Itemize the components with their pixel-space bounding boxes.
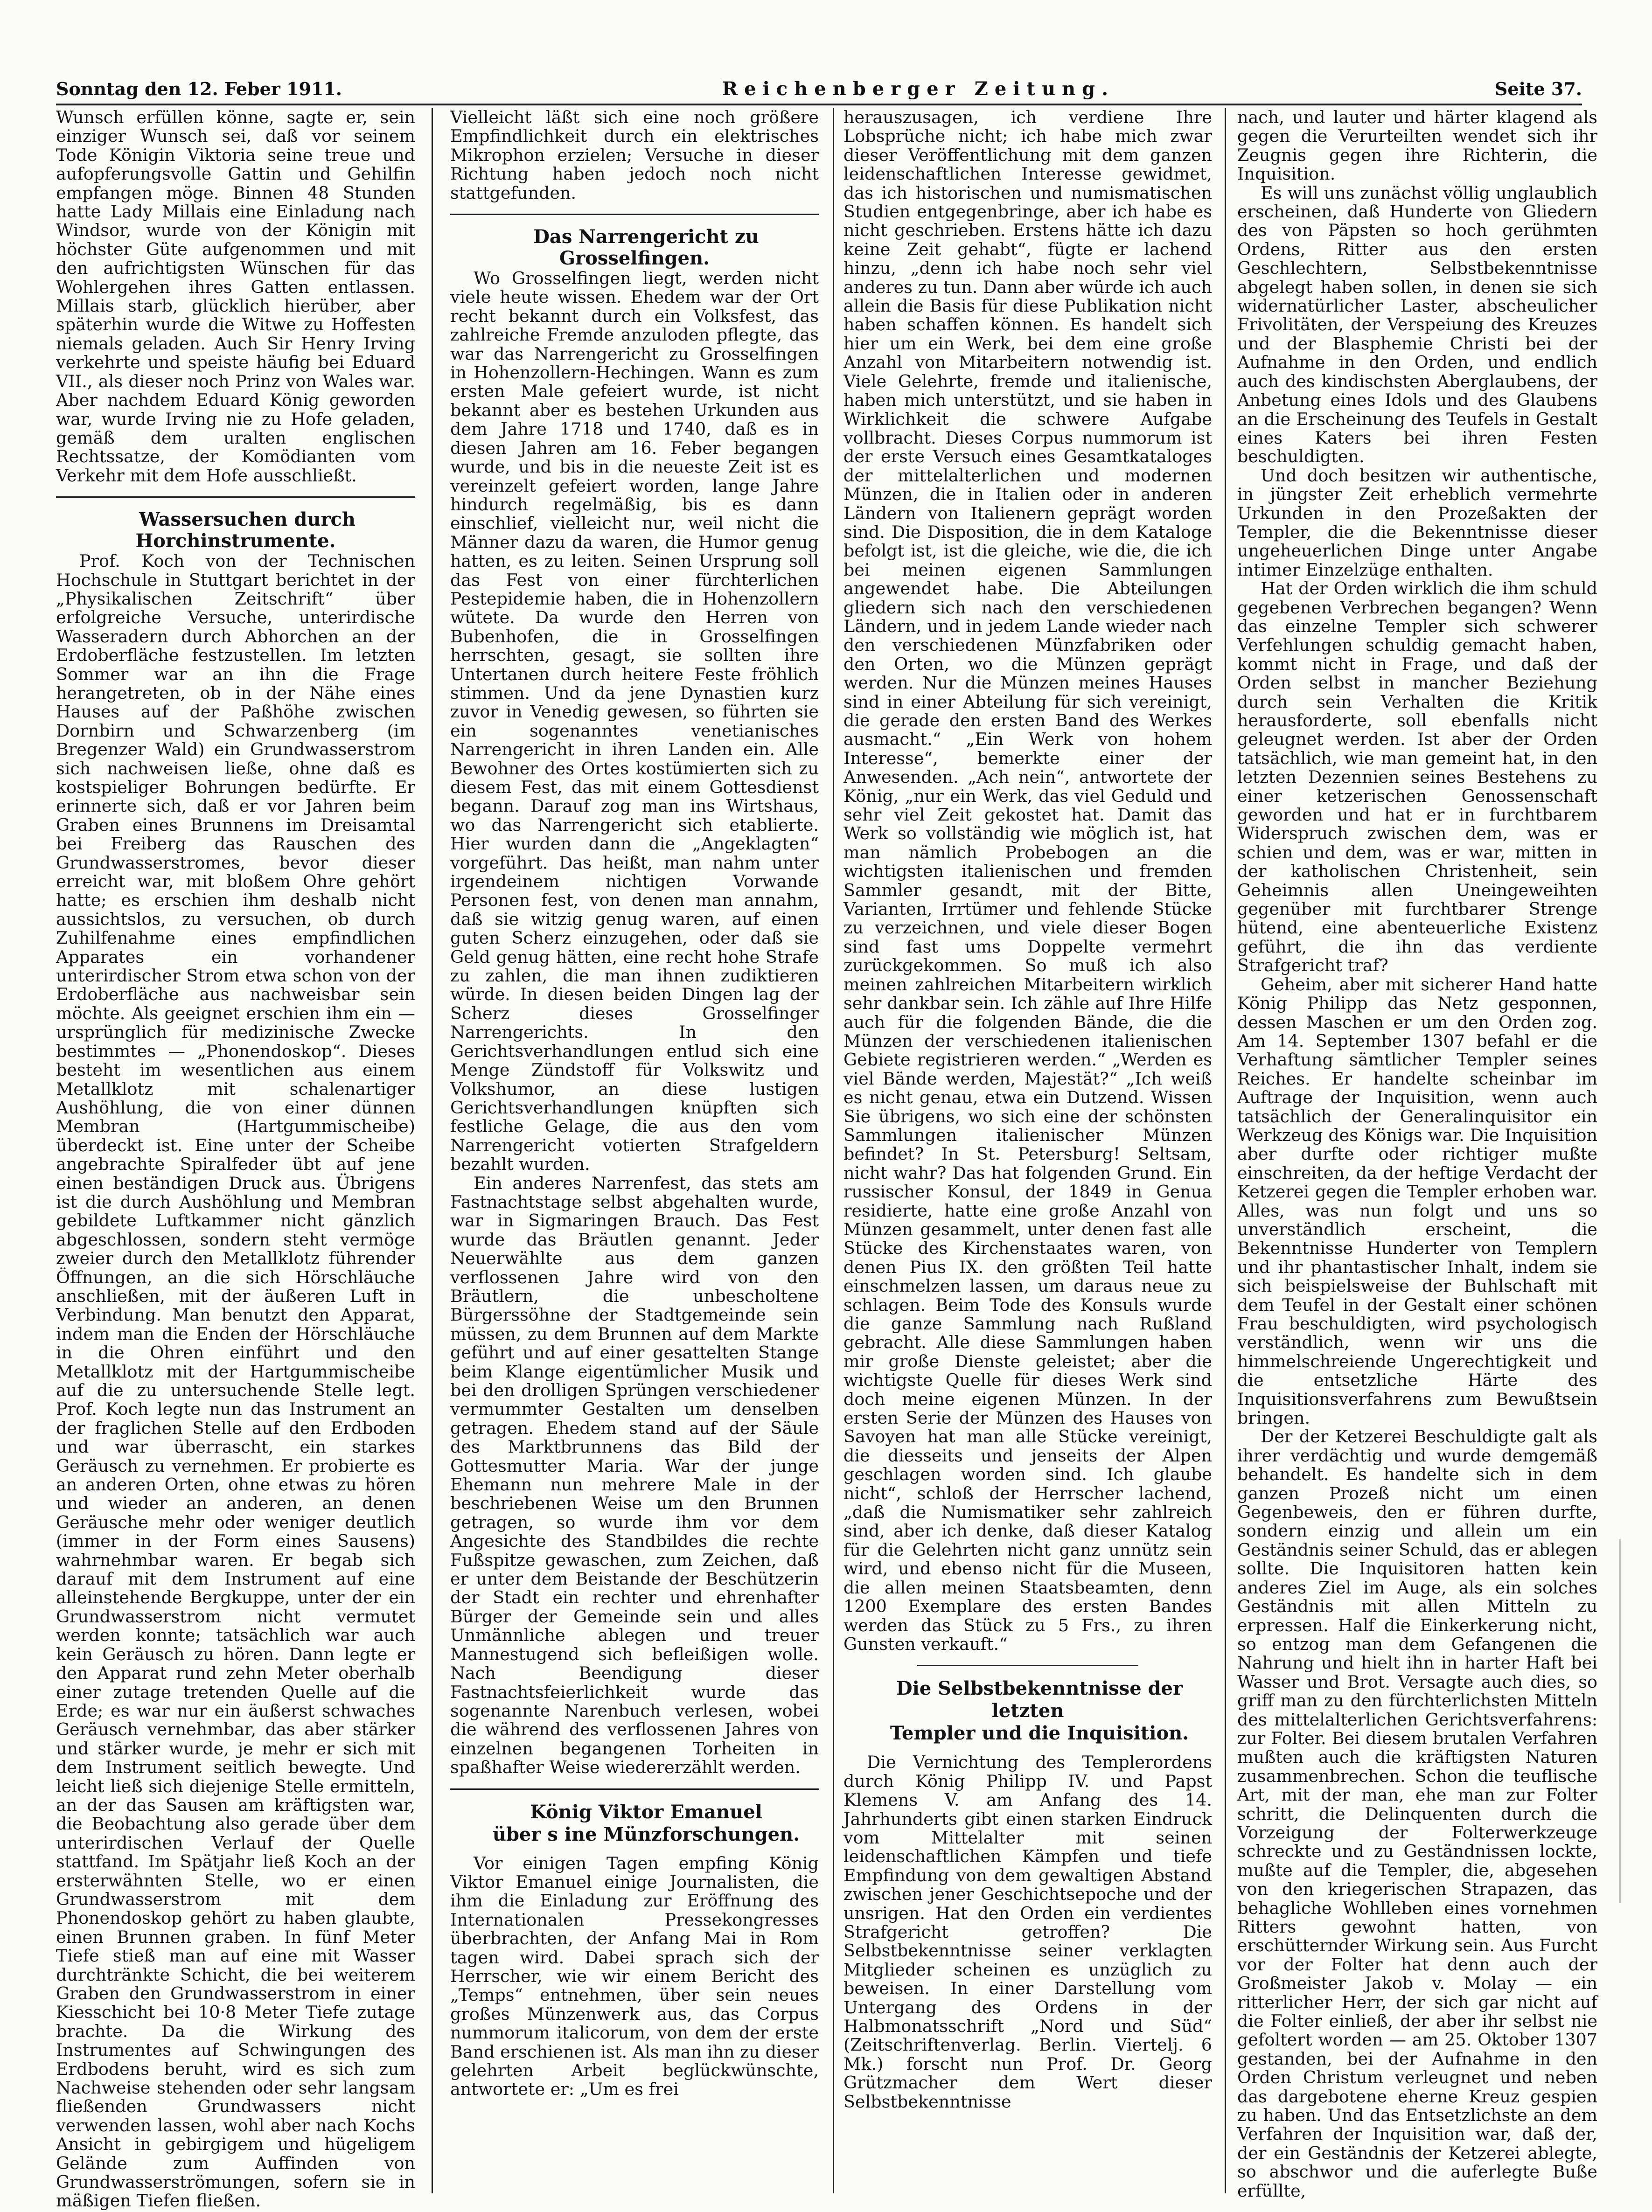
column-4 (1237, 107, 1597, 2201)
article-paragraph: Vor einigen Tagen empfing König Viktor Emanuel einige Journalisten, die ihm die Einladung zur Eröffnung des Internationalen Pressekongresses überbrachten, der Anfang Mai in Rom tagen wird. Dabei sprach sich der Herrscher, wie wir einem Bericht des „Temps“ entnehmen, über sein neues großes Münzenwerk aus, das Corpus nummorum italicorum, von dem der erste Band erschienen ist. Als man ihn zu dieser gelehrten Arbeit beglückwünschte, antwortete er: „Um es frei (450, 1853, 819, 2100)
article-paragraph: Und doch besitzen wir authentische, in jüngster Zeit erheblich vermehrte Urkunden in den Prozeßakten der Templer, die die Bekenntnisse dieser ungeheuerlichen Dinge unter Angabe intimer Einzelzüge enthalten. (1237, 465, 1597, 580)
article-paragraph: Ein anderes Narrenfest, das stets am Fastnachtstage selbst abgehalten wurde, war in Sigmaringen Brauch. Das Fest wurde das Bräutlen genannt. Jeder Neuerwählte aus dem ganzen verflossenen Jahre wird von den Bräutlern, die unbescholtene Bürgerssöhne der Stadtgemeinde sein müssen, zu dem Brunnen auf dem Markte geführt und auf einer gesattelten Stange beim Klange eigentümlicher Musik und bei den drolligen Sprüngen verschiedener vermummter Gestalten um denselben getragen. Ehedem stand auf der Säule des Marktbrunnens das Bild der Gottesmutter Maria. War der junge Ehemann nun mehrere Male in der beschriebenen Weise um den Brunnen getragen, so wurde ihm vor dem Angesichte des Standbildes die rechte Fußspitze gewaschen, zum Zeichen, daß er unter dem Beistande der Beschützerin der Stadt ein rechter und ehrenhafter Bürger der Gemeinde sein und alles Unmännliche ablegen und treuer Mannestugend sich befleißigen wolle. Nach Beendigung dieser Fastnachtsfeierlichkeit wurde das sogenannte Narenbuch verlesen, wobei die während des verflossenen Jahres von einzelnen begangenen Torheiten in spaßhafter Weise wiedererzählt werden. (450, 1173, 819, 1778)
article-heading: Das Narrengericht zu Grosselfingen. (533, 226, 759, 270)
article-paragraph: Wunsch erfüllen könne, sagte er, sein einziger Wunsch sei, daß vor seinem Tode Königin Viktoria seine treue und aufopferungsvolle Gattin und Gehilfin empfangen möge. Binnen 48 Stunden hatte Lady Millais eine Einladung nach Windsor, wurde von der Königin mit höchster Güte aufgenommen und mit den aufrichtigsten Wünschen für das Wohlergehen ihres Gatten entlassen. Millais starb, glücklich hierüber, aber späterhin wurde die Witwe zu Hoffesten niemals geladen. Auch Sir Henry Irving verkehrte und speiste häufig bei Eduard VII., als dieser noch Prinz von Wales war. Aber nachdem Eduard König geworden war, wurde Irving nie zu Hofe geladen, gemäß dem uralten englischen Rechtssatze, der Komödianten vom Verkehr mit dem Hofe ausschließt. (56, 107, 415, 486)
article-paragraph: Die Vernichtung des Templerordens durch König Philipp IV. und Papst Klemens V. am Anfang des 14. Jahrhunderts gibt einen starken Eindruck vom Mittelalter mit seinen leidenschaftlichen Kämpfen und tiefe Empfindung von dem gewaltigen Abstand zwischen jener Geschichtsepoche und der unsrigen. Hat den Orden ein verdientes Strafgericht getroffen? Die Selbstbekenntnisse seiner verklagten Mitglieder scheinen es unzüglich zu beweisen. In einer Darstellung vom Untergang des Ordens in der Halbmonatsschrift „Nord und Süd“ (Zeitschriftenverlag. Berlin. Viertelj. 6 Mk.) forscht nun Prof. Dr. Georg Grützmacher dem Wert dieser Selbstbekenntnisse (843, 1752, 1212, 2112)
article-paragraph: Prof. Koch von der Technischen Hochschule in Stuttgart berichtet in der „Physikalischen Zeitschrift“ über erfolgreiche Versuche, unterirdische Wasseradern durch Abhorchen an der Erdoberfläche festzustellen. Im letzten Sommer war an ihn die Frage herangetreten, ob in der Nähe eines Hauses auf der Paßhöhe zwischen Dornbirn und Schwarzenberg (im Bregenzer Wald) ein Grundwasserstrom sich nachweisen ließe, ohne daß es kostspieliger Bohrungen bedürfte. Er erinnerte sich, daß er vor Jahren beim Graben eines Brunnens im Dreisamtal bei Freiberg das Rauschen des Grundwasserstromes, bevor dieser erreicht war, mit bloßem Ohre gehört hatte; es erschien ihm deshalb nicht aussichtslos, zu versuchen, ob durch Zuhilfenahme eines empfindlichen Apparates ein vorhandener unterirdischer Strom etwa schon von der Erdoberfläche aus nachweisbar sein möchte. Als geeignet erschien ihm ein — ursprünglich für medizinische Zwecke bestimmtes — „Phonendoskop“. Dieses besteht im wesentlichen aus einem Metallklotz mit schalenartiger Aushöhlung, die von einer dünnen Membran (Hartgummischeibe) überdeckt ist. Eine unter der Scheibe angebrachte Spiralfeder übt auf jene einen beständigen Druck aus. Übrigens ist die durch Aushöhlung und Membran gebildete Luftkammer nicht gänzlich abgeschlossen, sondern steht vermöge zweier durch den Metallklotz führender Öffnungen, an die sich Hörschläuche anschließen, mit der äußeren Luft in Verbindung. Man benutzt den Apparat, indem man die Enden der Hörschläuche in die Ohren einführt und den Metallklotz mit der Hartgummischeibe auf die zu untersuchende Stelle legt. Prof. Koch legte nun das Instrument an der fraglichen Stelle auf den Erdboden und war überrascht, ein starkes Geräusch zu vernehmen. Er probierte es an anderen Orten, ohne etwas zu hören und wieder an anderen, an denen Geräusche mehr oder weniger deutlich (immer in der Form eines Sausens) wahrnehmbar waren. Er begab sich darauf mit dem Instrument auf eine alleinstehende Bergkuppe, unter der ein Grundwasserstrom nicht vermutet werden konnte; tatsächlich war auch kein Geräusch zu hören. Dann legte er den Apparat rund zehn Meter oberhalb einer zutage tretenden Quelle auf die Erde; es war nur ein äußerst schwaches Geräusch vernehmbar, das aber stärker und stärker wurde, je mehr er sich mit dem Instrument seitlich bewegte. Und leicht ließ sich diejenige Stelle ermitteln, an der das Sausen am kräftigsten war, die Beobachtung also gerade über dem unterirdischen Verlauf der Quelle stattfand. Im Spätjahr ließ Koch an der ersterwähnten Stelle, wo er einen Grundwasserstrom mit dem Phonendoskop gehört zu haben glaubte, einen Brunnen graben. In fünf Meter Tiefe stieß man auf eine mit Wasser durchtränkte Schicht, die bei weiterem Graben den Grundwasserstrom in einer Kiesschicht bei 10·8 Meter Tiefe zutage brachte. Da die Wirkung des Instrumentes auf Schwingungen des Erdbodens beruht, wird es sich zum Nachweise stehenden oder sehr langsam fließenden Grundwassers nicht verwenden lassen, wohl aber nach Kochs Ansicht in gebirgigem und hügeligem Gelände zum Auffinden von Grundwasserströmungen, sofern sie in mäßigen Tiefen fließen. (56, 551, 415, 2211)
header-date: Sonntag den 12. Feber 1911. (56, 78, 342, 99)
article-divider (450, 214, 819, 215)
article-divider (56, 496, 415, 498)
header-page-number: Seite 37. (1494, 78, 1582, 99)
article-subheading: über s ine Münzforschungen. (492, 1823, 800, 1845)
header-rule (56, 104, 1582, 105)
article-paragraph: nach, und lauter und härter klagend als gegen die Verurteilten wendet sich ihr Zeugnis gegen ihre Richterin, die Inquisition. (1237, 107, 1597, 184)
article-heading: König Viktor Emanuel (530, 1801, 762, 1823)
article-subheading: Templer und die Inquisition. (890, 1722, 1189, 1745)
column-2 (450, 108, 819, 2193)
header-masthead: Reichenberger Zeitung. (722, 77, 1115, 100)
column-divider (1225, 108, 1226, 2193)
article-heading: Die Selbstbekenntnisse der letzten (896, 1677, 1183, 1722)
column-1 (56, 107, 415, 2211)
page-header (56, 75, 1582, 103)
article-paragraph: Geheim, aber mit sicherer Hand hatte König Philipp das Netz gesponnen, dessen Maschen er um den Orden zog. Am 14. September 1307 befahl er die Verhaftung sämtlicher Templer seines Reiches. Er handelte scheinbar im Auftrage der Inquisition, wenn auch tatsächlich der Generalinquisitor ein Werkzeug des Königs war. Die Inquisition aber durfte oder richtiger mußte einschreiten, da der heftige Verdacht der Ketzerei gegen die Templer erhoben war. Alles, was nun folgt und uns so unverständlich erscheint, die Bekenntnisse Hunderter von Templern und ihr phantastischer Inhalt, indem sie sich beispielsweise der Buhlschaft mit dem Teufel in der Gestalt einer schönen Frau beschuldigten, wird psychologisch verständlich, wenn wir uns die himmelschreiende Ungerechtigkeit und die entsetzliche Härte des Inquisitionsverfahrens zum Bewußtsein bringen. (1237, 974, 1597, 1428)
article-paragraph: Es will uns zunächst völlig unglaublich erscheinen, daß Hunderte von Gliedern des von Päpsten so hoch gerühmten Ordens, Ritter aus den ersten Geschlechtern, Selbstbekenntnisse abgelegt haben sollen, in denen sie sich widernatürlicher Laster, abscheulicher Frivolitäten, der Verspeiung des Kreuzes und der Blasphemie Christi bei der Aufnahme in den Orden, und endlich auch des kindischsten Aberglaubens, der Anbetung eines Idols und des Glaubens an die Erscheinung des Teufels in Gestalt eines Katers bei ihren Festen beschuldigten. (1237, 182, 1597, 467)
article-divider (917, 1665, 1138, 1666)
article-paragraph: Der der Ketzerei Beschuldigte galt als ihrer verdächtig und wurde demgemäß behandelt. Es handelte sich in dem ganzen Prozeß nicht um einen Gegenbeweis, den er führen durfte, sondern einzig und allein um ein Geständnis seiner Schuld, das er ablegen sollte. Die Inquisitoren hatten kein anderes Ziel im Auge, als ein solches Geständnis mit allen Mitteln zu erpressen. Half die Einkerkerung nicht, so entzog man dem Gefangenen die Nahrung und hielt ihn in harter Haft bei Wasser und Brot. Versagte auch dies, so griff man zu den fürchterlichsten Mitteln des mittelalterlichen Gerichtsverfahrens: zur Folter. Bei diesem brutalen Verfahren mußten auch die kräftigsten Naturen zusammenbrechen. Schon die teuflische Art, mit der man, ehe man zur Folter schritt, die Delinquenten durch die Vorzeigung der Folterwerkzeuge schreckte und zu Geständnissen lockte, mußte auf die Templer, die, abgesehen von den kriegerischen Strapazen, das behagliche Wohlleben eines vornehmen Ritters gewohnt hatten, von erschütternder Wirkung sein. Aus Furcht vor der Folter hat denn auch der Großmeister Jakob v. Molay — ein ritterlicher Herr, der sich gar nicht auf die Folter einließ, der aber ihr selbst nie gefoltert worden — am 25. Oktober 1307 gestanden, bei der Aufnahme in den Orden Christum verleugnet und neben das dargebotene eherne Kreuz gespien zu haben. Und das Entsetzlichste an dem Verfahren der Inquisition war, daß der, der ein Geständnis der Ketzerei ablegte, so abschwor und die auferlegte Buße erfüllte, (1237, 1426, 1597, 2201)
column-3 (843, 108, 1212, 2193)
article-paragraph: Hat der Orden wirklich die ihm schuld gegebenen Verbrechen begangen? Wenn das einzelne Templer sich schwerer Verfehlungen schuldig gemacht haben, kommt nicht in Frage, und daß der Orden selbst in mancher Beziehung durch sein Verhalten die Kritik herausforderte, soll ebenfalls nicht geleugnet werden. Ist aber der Orden tatsächlich, wie man gemeint hat, in den letzten Dezennien seines Bestehens zu einer ketzerischen Genossenschaft geworden und hat er in furchtbarem Widerspruch zwischen dem, was er schien und dem, was er war, mitten in der katholischen Christenheit, sein Geheimnis allen Uneingeweihten gegenüber mit furchtbarer Strenge hütend, eine abenteuerliche Existenz geführt, die ihn das verdiente Strafgericht traf? (1237, 578, 1597, 976)
article-paragraph: herauszusagen, ich verdiene Ihre Lobsprüche nicht; ich habe mich zwar dieser Veröffentlichung mit dem ganzen leidenschaftlichen Interesse gewidmet, das ich historischen und numismatischen Studien entgegenbringe, aber ich habe es nicht geschrieben. Erstens hätte ich dazu keine Zeit gehabt“, fügte er lachend hinzu, „denn ich habe noch sehr viel anderes zu tun. Dann aber würde ich auch allein die Basis für diese Publikation nicht haben schaffen können. Es handelt sich hier um ein Werk, bei dem eine große Anzahl von Mitarbeitern notwendig ist. Viele Gelehrte, fremde und italienische, haben mich unterstützt, und sie haben in Wirklichkeit die schwere Aufgabe vollbracht. Dieses Corpus nummorum ist der erste Versuch eines Gesamtkataloges der mittelalterlichen und modernen Münzen, die in Italien oder in anderen Ländern von Italienern geprägt worden sind. Die Disposition, die in dem Kataloge befolgt ist, ist die gleiche, wie die, die ich bei meinen eigenen Sammlungen angewendet habe. Die Abteilungen gliedern sich nach den verschiedenen Ländern, und in jedem Lande wieder nach den verschiedenen Münzfabriken oder den Orten, wo die Münzen geprägt werden. Nur die Münzen meines Hauses sind in einer Abteilung für sich vereinigt, die gerade den ersten Band des Werkes ausmacht.“ „Ein Werk von hohem Interesse“, bemerkte einer der Anwesenden. „Ach nein“, antwortete der König, „nur ein Werk, das viel Geduld und sehr viel Zeit gekostet hat. Damit das Werk so vollständig wie möglich ist, hat man nämlich Probebogen an die wichtigsten italienischen und fremden Sammler gesandt, mit der Bitte, Varianten, Irrtümer und fehlende Stücke zu verzeichnen, und viele dieser Bogen sind fast ums Doppelte vermehrt zurückgekommen. So muß ich also meinen zahlreichen Mitarbeitern wirklich sehr dankbar sein. Ich zähle auf Ihre Hilfe auch für die folgenden Bände, die die Münzen der verschiedenen italienischen Gebiete registrieren werden.“ „Werden es viel Bände werden, Majestät?“ „Ich weiß es nicht genau, etwa ein Dutzend. Wissen Sie übrigens, wo sich eine der schönsten Sammlungen italienischer Münzen befindet? In St. Petersburg! Seltsam, nicht wahr? Das hat folgenden Grund. Ein russischer Konsul, der 1849 in Genua residierte, hatte eine große Anzahl von Münzen gesammelt, unter denen fast alle Stücke des Kirchenstaates waren, von denen Pius IX. den größten Teil hatte einschmelzen lassen, um daraus neue zu schlagen. Beim Tode des Konsuls wurde die ganze Sammlung nach Rußland gebracht. Alle diese Sammlungen haben mir große Dienste geleistet; aber die wichtigste Quelle für dieses Werk sind doch meine eigenen Münzen. In der ersten Serie der Münzen des Hauses von Savoyen hat man alle Stücke vereinigt, die diesseits und jenseits der Alpen geschlagen worden sind. Ich glaube nicht“, schloß der Herrscher lachend, „daß die Numismatiker sehr zahlreich sind, aber ich denke, daß dieser Katalog für die Gelehrten nicht ganz unnütz sein wird, und ebenso nicht für die Museen, die allen meinen Staatsbeamten, denn 1200 Exemplare des ersten Bandes werden das Stück zu 5 Frs., zu ihren Gunsten verkauft.“ (843, 107, 1212, 1654)
scan-margin-mark (1619, 1539, 1621, 1903)
column-divider (833, 108, 834, 2193)
article-divider (450, 1788, 819, 1790)
article-paragraph: Wo Grosselfingen liegt, werden nicht viele heute wissen. Ehedem war der Ort recht bekannt durch ein Volksfest, das zahlreiche Fremde anzuloden pflegte, das war das Narrengericht zu Grosselfingen in Hohenzollern-Hechingen. Wann es zum ersten Male gefeiert wurde, ist nicht bekannt aber es bestehen Urkunden aus dem Jahre 1718 und 1740, daß es in diesen Jahren am 16. Feber begangen wurde, und bis in die neueste Zeit ist es vereinzelt gefeiert worden, lange Jahre hindurch regelmäßig, bis es dann einschlief, vielleicht nur, weil nicht die Männer dazu da waren, die Humor genug hatten, es zu leiten. Seinen Ursprung soll das Fest von einer fürchterlichen Pestepidemie haben, die in Hohenzollern wütete. Da wurde den Herren von Bubenhofen, die in Grosselfingen herrschten, gesagt, sie sollten ihre Untertanen durch heitere Feste fröhlich stimmen. Und da jene Dynastien kurz zuvor in Venedig gewesen, so führten sie ein sogenanntes venetianisches Narrengericht in ihren Landen ein. Alle Bewohner des Ortes kostümierten sich zu diesem Fest, das mit einem Gottesdienst begann. Darauf zog man ins Wirtshaus, wo das Narrengericht sich etablierte. Hier wurden dann die „Angeklagten“ vorgeführt. Das heißt, man nahm unter irgendeinem nichtigen Vorwande Personen fest, von denen man annahm, daß sie witzig genug waren, auf einen guten Scherz einzugehen, oder daß sie Geld genug hätten, eine recht hohe Strafe zu zahlen, die man ihnen zudiktieren würde. In diesen beiden Dingen lag der Scherz dieses Grosselfinger Narrengerichts. In den Gerichtsverhandlungen entlud sich eine Menge Zündstoff für Volkswitz und Volkshumor, an diese lustigen Gerichtsverhandlungen knüpften sich festliche Gelage, die aus den vom Narrengericht votierten Strafgeldern bezahlt wurden. (450, 268, 819, 1175)
column-divider (432, 108, 433, 2193)
article-heading: Wassersuchen durch Horchinstrumente. (135, 508, 355, 552)
article-paragraph: Vielleicht läßt sich eine noch größere Empfindlichkeit durch ein elektrisches Mikrophon erzielen; Versuche in dieser Richtung haben jedoch noch nicht stattgefunden. (450, 107, 819, 203)
